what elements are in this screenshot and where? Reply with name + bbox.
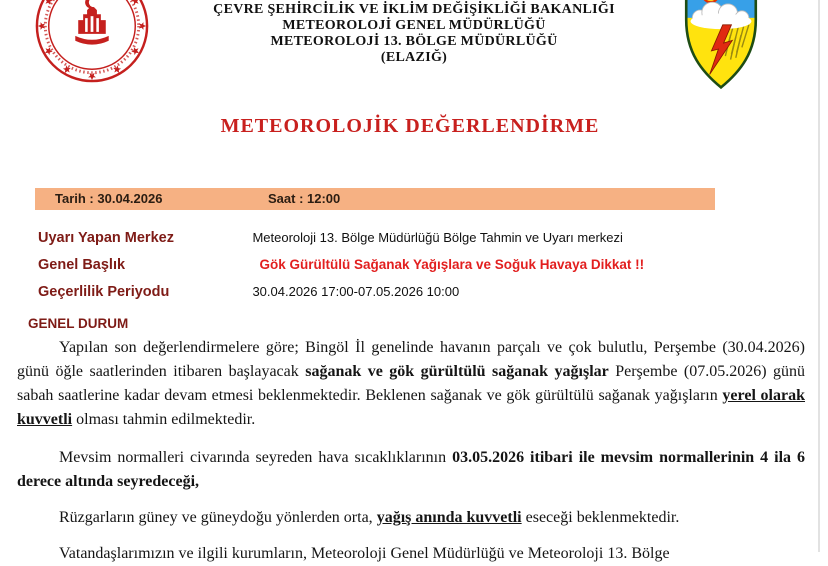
field-row-general-title: [38, 255, 808, 282]
field-row-issuing-center: [38, 228, 808, 255]
field-label: Genel Başlık: [38, 257, 126, 273]
paragraph-precipitation: [17, 336, 805, 432]
text-segment-bold-underline: yağış anında kuvvetli: [376, 509, 522, 526]
section-heading-genel-durum: GENEL DURUM: [28, 316, 129, 331]
text-segment: eseceği beklenmektedir.: [521, 509, 680, 526]
header-line-ministry: ÇEVRE ŞEHİRCİLİK VE İKLİM DEĞİŞİKLİĞİ BAKANLIĞI: [213, 2, 615, 17]
text-segment: Vatandaşlarımızın ve ilgili kurumların, Meteoroloji Genel Müdürlüğü ve Meteoroloji 13. Bölge: [59, 545, 670, 562]
assessment-body: [17, 336, 805, 566]
warning-headline: Gök Gürültülü Sağanak Yağışlara ve Soğuk Havaya Dikkat !!: [259, 257, 645, 272]
header-line-region-directorate: METEOROLOJİ 13. BÖLGE MÜDÜRLÜĞÜ: [270, 34, 558, 49]
header-line-city: (ELAZIĞ): [380, 50, 448, 65]
document-title: METEOROLOJİK DEĞERLENDİRME: [220, 115, 600, 137]
field-row-validity-period: [38, 282, 808, 309]
organization-header: [134, 2, 694, 66]
warning-fields: [38, 228, 808, 309]
field-value: 30.04.2026 17:00-07.05.2026 10:00: [252, 284, 460, 299]
field-value: Meteoroloji 13. Bölge Müdürlüğü Bölge Tahmin ve Uyarı merkezi: [252, 230, 623, 245]
text-segment: olması tahmin edilmektedir.: [72, 411, 256, 428]
text-segment-bold-underline: yerel olarak kuvvetli: [17, 387, 806, 428]
time-label: Saat : 12:00: [268, 191, 341, 206]
text-segment: Yapılan son değerlendirmelere göre; Bingöl İl genelinde havanın parçalı ve çok bulutlu, Perşembe (30.04.2026) günü öğle saatlerinden itibaren başlayacak: [17, 339, 805, 380]
meteorology-shield-icon: [677, 0, 765, 90]
paragraph-temperature: [17, 446, 805, 494]
text-segment: Rüzgarların güney ve güneydoğu yönlerden orta,: [59, 509, 377, 526]
date-label: Tarih : 30.04.2026: [55, 191, 163, 206]
text-segment-bold: sağanak ve gök gürültülü sağanak yağışlar: [305, 363, 609, 380]
field-label: Uyarı Yapan Merkez: [38, 230, 174, 246]
field-label: Geçerlilik Periyodu: [38, 284, 170, 300]
paragraph-wind: [17, 506, 805, 530]
paragraph-citizens-cutoff: [17, 542, 805, 566]
date-time-bar: [35, 188, 715, 210]
header-line-general-directorate: METEOROLOJİ GENEL MÜDÜRLÜĞÜ: [282, 18, 546, 33]
text-segment: Mevsim normalleri civarında seyreden hava sıcaklıklarının: [59, 449, 453, 466]
text-segment: Perşembe (07.05.2026) günü sabah saatlerine kadar devam etmesi beklenmektedir. Beklenen sağanak ve gök gürültülü sağanak yağışların: [17, 363, 806, 404]
text-segment-bold: 03.05.2026 itibari ile mevsim normallerinin 4 ila 6 derece altında seyredeceği,: [17, 449, 806, 490]
page-edge-divider: [818, 0, 820, 552]
